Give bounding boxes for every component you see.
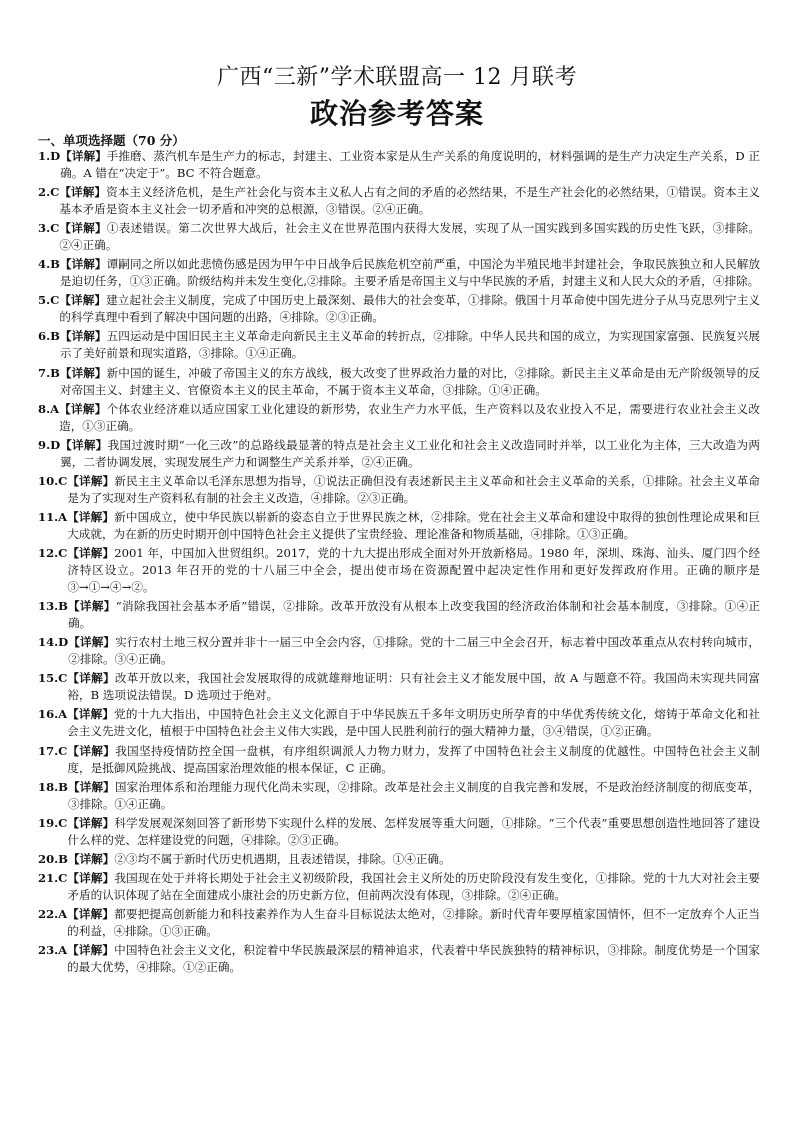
answer-item-head [38,365,60,399]
answer-explanation [67,545,760,596]
explanation-tag: 【详解】 [67,546,115,561]
answer-number: 10. [38,473,59,488]
answer-choice: C [58,815,68,830]
answer-item-head [38,870,67,904]
answer-explanation [67,473,760,507]
answer-choice: C [58,473,68,488]
answer-choice: B [58,851,68,866]
explanation-text: 党的十九大指出，中国特色社会主义文化源自于中华民族五千多年文明历史所孕育的中华优秀传统文化，熔铸于革命文化和社会主义先进文化，植根于中国特色社会主义伟大实践，是中国人民胜利前行的强大精神力量，③④错误，①②正确。 [67,707,760,739]
answer-choice: A [58,906,68,921]
answer-explanation [68,634,760,668]
answer-number: 15. [38,671,59,686]
answer-item-head [38,401,59,435]
explanation-text: “消除我国社会基本矛盾”错误，②排除。改革开放没有从根本上改变我国的经济政治体制和社会基本制度，③排除。①④正确。 [67,599,760,631]
answer-explanation [59,292,760,326]
answer-number: 18. [38,779,59,794]
answer-item [38,148,760,182]
explanation-text: ②③均不属于新时代历史机遇期，且表述错误，排除。①④正确。 [114,851,451,866]
answer-explanation [59,220,760,254]
explanation-text: 新中国的诞生，冲破了帝国主义的东方战线，极大改变了世界政治力量的对比，②排除。新民主主义革命是由无产阶级领导的反对帝国主义、封建主义、官僚资本主义的民主革命，不属于资本主义革命，③排除。①④正确。 [59,365,760,397]
answer-item [38,473,760,507]
document-subtitle: 政治参考答案 [309,97,484,130]
answer-item-head [38,220,59,254]
explanation-text: 我国现在处于并将长期处于社会主义初级阶段，我国社会主义所处的历史阶段没有发生变化，①排除。党的十九大对社会主要矛盾的认识体现了站在全面建成小康社会的历史新方位，但前两次没有体现，③排除。②④正确。 [67,870,760,902]
answer-item-head [38,815,67,849]
explanation-tag: 【详解】 [67,815,115,830]
answer-item-head [38,706,67,740]
explanation-text: 个体农业经济难以适应国家工业化建设的新形势，农业生产力水平低，生产资料以及农业投入不足，需要进行农业社会主义改造，①③正确。 [59,401,760,433]
answer-item-head [38,545,67,596]
explanation-text: 2001 年，中国加入世贸组织。2017，党的十九大提出形成全面对外开放新格局。1980 年，深圳、珠海、汕头、厦门四个经济特区设立。2013 年召开的党的十八届三中全会，提出使市场在资源配置中起决定性作用和更好发挥政府作用。正确的顺序是③→①→④→②。 [67,546,760,595]
explanation-tag: 【详解】 [67,906,115,921]
answer-explanation [67,706,760,740]
explanation-tag: 【详解】 [67,943,115,958]
answer-choice: B [50,257,60,272]
explanation-tag: 【详解】 [67,870,115,885]
explanation-text: 中国特色社会主义文化，积淀着中华民族最深层的精神追求，代表着中华民族独特的精神标识，③排除。制度优势是一个国家的最大优势，④排除。①②正确。 [67,943,760,975]
answer-choice: C [50,185,60,200]
explanation-tag: 【详解】 [59,401,107,416]
explanation-text: 资本主义经济危机，是生产社会化与资本主义私人占有之间的矛盾的必然结果，不是生产社会化的必然结果，①错误。资本主义基本矛盾是资本主义社会一切矛盾和冲突的总根源，③错误。②④正确。 [59,185,760,217]
document-title: 广西“三新”学术联盟高一 12 月联考 [217,65,577,90]
answer-choice: D [58,635,69,650]
answer-item [38,598,760,632]
section-heading: 一、单项选择题（70 分） [38,133,185,148]
answer-number: 9. [38,437,51,452]
answer-choice: B [58,779,68,794]
answer-item [38,437,760,471]
answer-explanation [67,670,760,704]
answer-item [38,851,760,868]
answer-choice: C [58,870,68,885]
explanation-text: 我国过渡时期“一化三改”的总路线最显著的特点是社会主义工业化和社会主义改造同时并举，以工业化为主体，三大改造为两翼，二者协调发展，实现发展生产力和调整生产关系并举，②④正确。 [60,437,760,469]
answer-number: 7. [38,365,51,380]
answer-choice: B [50,329,60,344]
answer-explanation [60,256,760,290]
answer-number: 2. [38,185,51,200]
answer-explanation [68,851,760,868]
answer-item [38,509,760,543]
answer-number: 22. [38,906,59,921]
answer-item [38,365,760,399]
answer-number: 20. [38,851,59,866]
answer-item [38,328,760,362]
answer-item-head [38,670,67,704]
answer-number: 5. [38,293,51,308]
answer-item [38,292,760,326]
answer-number: 3. [38,221,51,236]
answer-item [38,779,760,813]
explanation-tag: 【详解】 [59,257,107,272]
answer-choice: A [58,509,68,524]
explanation-tag: 【详解】 [59,365,107,380]
answer-item-head [38,437,60,471]
answer-explanation [67,815,760,849]
answer-explanation [67,509,760,543]
explanation-tag: 【详解】 [59,221,107,236]
answer-explanation [68,779,760,813]
answer-number: 23. [38,943,59,958]
answer-item-head [38,292,59,326]
answer-item-head [38,328,60,362]
answer-choice: C [50,221,60,236]
explanation-text: 实行农村土地三权分置并非十一届三中全会内容，①排除。党的十二届三中全会召开，标志着中国改革重点从农村转向城市，②排除。③④正确。 [68,635,760,667]
explanation-tag: 【详解】 [68,635,116,650]
explanation-tag: 【详解】 [67,743,116,758]
explanation-text: 手推磨、蒸汽机车是生产力的标志，封建主、工业资本家是从生产关系的角度说明的，材料强调的是生产力决定生产关系，D 正确。A 错在“决定于”。BC 不符合题意。 [60,149,760,180]
answer-item-head [38,743,67,777]
answer-item [38,401,760,435]
explanation-text: ①表述错误。第二次世界大战后，社会主义在世界范围内获得大发展，实现了从一国实践到多国实践的历史性飞跃，③排除。②④正确。 [59,221,760,253]
answer-choice: B [58,599,68,614]
answer-item-head [38,634,68,668]
answer-item [38,184,760,218]
answer-item [38,706,760,740]
answer-item-head [38,148,60,182]
explanation-tag: 【详解】 [67,851,115,866]
answer-explanation [60,148,760,182]
answer-item [38,815,760,849]
explanation-tag: 【详解】 [67,509,115,524]
answer-explanation [67,906,760,940]
answer-number: 8. [38,401,51,416]
answer-choice: C [58,671,68,686]
explanation-tag: 【详解】 [67,473,115,488]
explanation-tag: 【详解】 [59,185,107,200]
answer-list [38,148,760,978]
answer-explanation [59,401,760,435]
answer-item [38,870,760,904]
answer-item [38,743,760,777]
explanation-tag: 【详解】 [67,671,115,686]
explanation-tag: 【详解】 [60,149,107,163]
answer-explanation [60,365,760,399]
answer-number: 6. [38,329,51,344]
answer-explanation [67,870,760,904]
answer-item-head [38,256,60,290]
answer-item [38,220,760,254]
answer-explanation [67,942,760,976]
answer-number: 4. [38,257,51,272]
answer-number: 21. [38,870,59,885]
answer-item-head [38,779,68,813]
answer-item [38,670,760,704]
answer-number: 14. [38,635,59,650]
answer-choice: B [50,365,60,380]
answer-choice: A [58,943,68,958]
answer-number: 11. [38,509,59,524]
explanation-tag: 【详解】 [59,329,107,344]
explanation-tag: 【详解】 [67,599,116,614]
explanation-text: 都要把提高创新能力和科技素养作为人生奋斗目标说法太绝对，②排除。新时代青年要厚植家国情怀，但不一定放弃个人正当的利益，④排除。①③正确。 [67,906,760,938]
answer-choice: C [58,546,68,561]
answer-choice: A [58,707,68,722]
answer-item [38,942,760,976]
answer-choice: C [50,293,60,308]
answer-item [38,256,760,290]
explanation-text: 我国坚持疫情防控全国一盘棋，有序组织调派人力物力财力，发挥了中国特色社会主义制度的优越性。中国特色社会主义制度，是抵御风险挑战、提高国家治理效能的根本保证，C 正确。 [67,743,760,775]
answer-number: 16. [38,707,59,722]
answer-item-head [38,906,67,940]
answer-item-head [38,598,68,632]
explanation-text: 谭嗣同之所以如此悲愤伤感是因为甲午中日战争后民族危机空前严重，中国沦为半殖民地半封建社会，争取民族独立和人民解放是迫切任务，①③正确。阶级结构并未发生变化,②排除。主要矛盾是帝国主义与中华民族的矛盾，封建主义和人民大众的矛盾，④排除。 [59,257,760,289]
answer-number: 1. [38,149,51,163]
answer-item [38,545,760,596]
answer-item-head [38,509,67,543]
answer-choice: C [58,743,68,758]
explanation-text: 新中国成立，使中华民族以崭新的姿态自立于世界民族之林，②排除。党在社会主义革命和建设中取得的独创性理论成果和巨大成就，为在新的历史时期开创中国特色社会主义提供了宝贵经验、理论准备和物质基础，④排除。①③正确。 [67,509,760,541]
answer-number: 12. [38,546,59,561]
explanation-text: 国家治理体系和治理能力现代化尚未实现，②排除。改革是社会主义制度的自我完善和发展，不是政治经济制度的彻底变革，③排除。①④正确。 [67,779,760,811]
explanation-tag: 【详解】 [67,779,115,794]
answer-item-head [38,473,67,507]
answer-explanation [59,184,760,218]
explanation-tag: 【详解】 [59,293,107,308]
answer-choice: D [50,149,61,163]
answer-item-head [38,942,67,976]
explanation-tag: 【详解】 [60,437,108,452]
answer-item [38,634,760,668]
explanation-tag: 【详解】 [67,707,115,722]
answer-choice: D [50,437,61,452]
explanation-text: 科学发展观深刻回答了新形势下实现什么样的发展、怎样发展等重大问题，①排除。“三个代表”重要思想创造性地回答了建设什么样的党、怎样建设党的问题，④排除。②③正确。 [67,815,760,847]
explanation-text: 改革开放以来，我国社会发展取得的成就雄辩地证明：只有社会主义才能发展中国，故 A 与题意不符。我国尚未实现共同富裕，B 选项说法错误。D 选项过于绝对。 [67,671,760,703]
answer-explanation [68,598,760,632]
answer-item-head [38,851,68,868]
explanation-text: 建立起社会主义制度，完成了中国历史上最深刻、最伟大的社会变革，①排除。俄国十月革命使中国先进分子从马克思列宁主义的科学真理中看到了解决中国问题的出路，④排除。②③正确。 [59,293,760,325]
answer-item [38,906,760,940]
answer-number: 13. [38,599,59,614]
answer-explanation [60,328,760,362]
explanation-text: 五四运动是中国旧民主主义革命走向新民主主义革命的转折点，②排除。中华人民共和国的成立，为实现国家富强、民族复兴展示了美好前景和现实道路，③排除。①④正确。 [59,329,760,361]
answer-number: 17. [38,743,59,758]
answer-explanation [60,437,760,471]
answer-explanation [67,743,760,777]
answer-number: 19. [38,815,59,830]
answer-choice: A [50,401,60,416]
explanation-text: 新民主主义革命以毛泽东思想为指导，①说法正确但没有表述新民主主义革命和社会主义革命的关系，①排除。社会主义革命是为了实现对生产资料私有制的社会主义改造，④排除。②③正确。 [67,473,760,505]
answer-item-head [38,184,59,218]
